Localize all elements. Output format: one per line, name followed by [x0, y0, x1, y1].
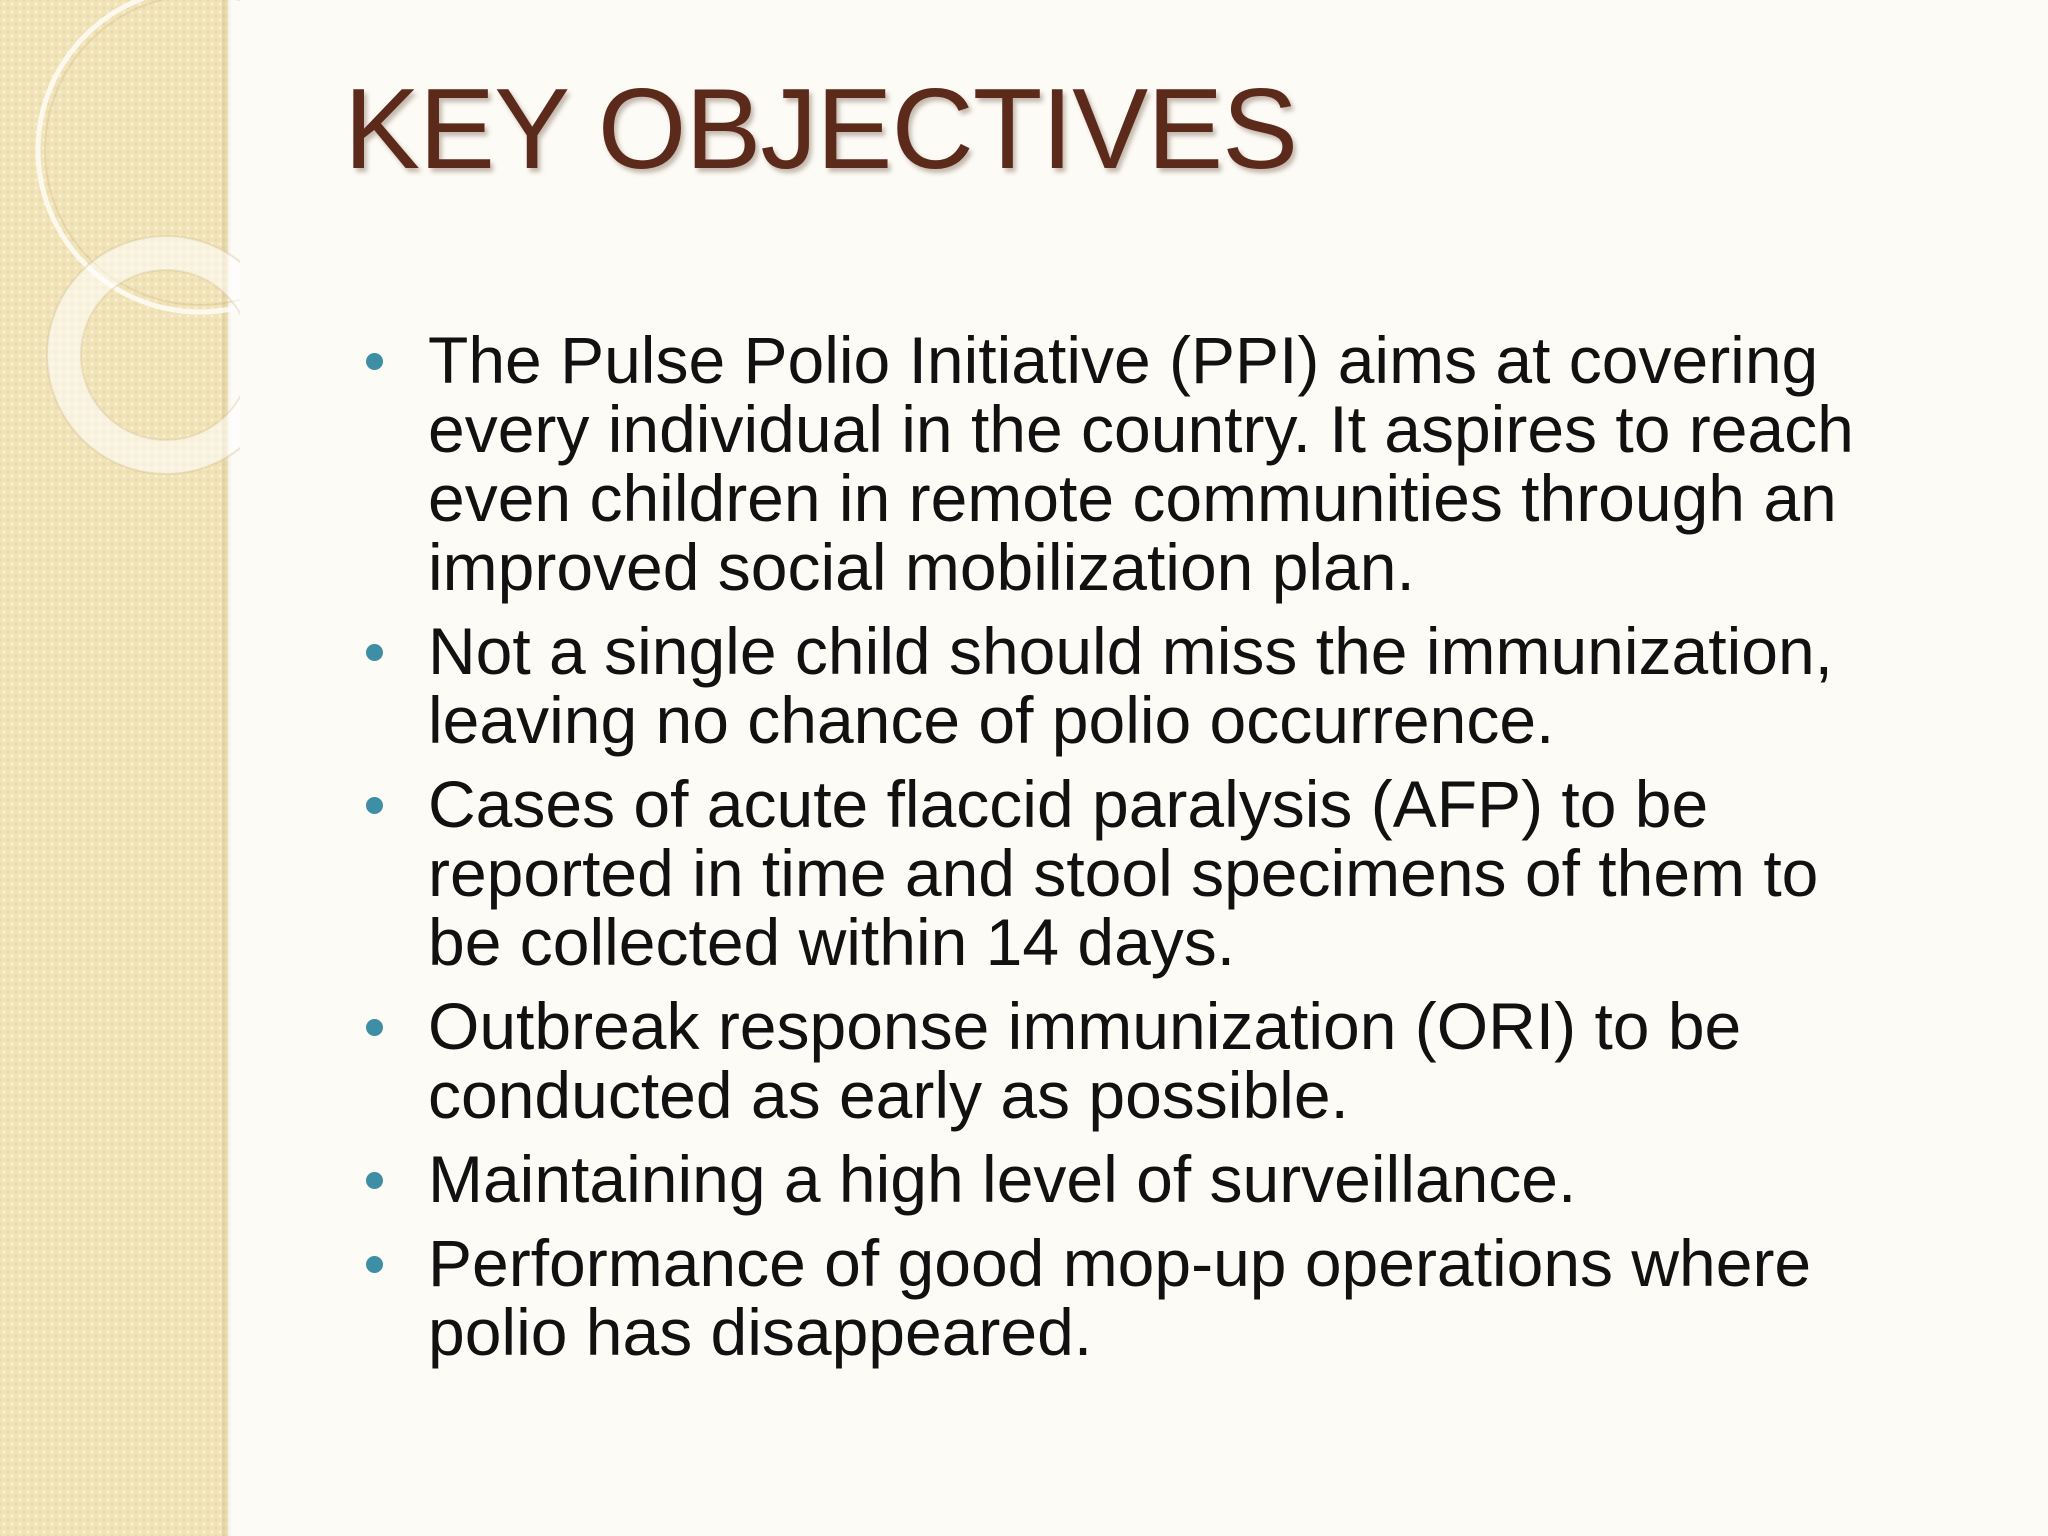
bullet-dot-icon	[366, 1256, 383, 1273]
bullet-text-line: polio has disappeared.	[428, 1295, 1093, 1369]
bullet-text-line: improved social mobilization plan.	[428, 530, 1415, 604]
bullet-dot-icon	[366, 353, 383, 370]
bullet-text-line: reported in time and stool specimens of them to	[428, 836, 1819, 910]
ring-ornament	[0, 0, 240, 520]
bullet-item	[366, 989, 2026, 1132]
bullet-item	[366, 323, 2026, 604]
bullet-text-line: conducted as early as possible.	[428, 1058, 1349, 1132]
bullet-text-line: The Pulse Polio Initiative (PPI) aims at covering	[428, 323, 1819, 397]
bullet-text-line: every individual in the country. It aspires to reach	[428, 392, 1854, 466]
bullet-text-line: Cases of acute flaccid paralysis (AFP) to be	[428, 767, 1709, 841]
bullet-text-line: be collected within 14 days.	[428, 905, 1236, 979]
bullet-dot-icon	[366, 644, 383, 661]
bullet-text-line: Maintaining a high level of surveillance.	[428, 1142, 1577, 1216]
bullet-text-line: Not a single child should miss the immunization,	[428, 614, 1833, 688]
bullet-text-line: Outbreak response immunization (ORI) to be	[428, 989, 1742, 1063]
bullet-dot-icon	[366, 797, 383, 814]
slide-title: KEY OBJECTIVES	[344, 66, 1298, 193]
bullet-item	[366, 614, 2026, 757]
bullet-text-line: leaving no chance of polio occurrence.	[428, 683, 1555, 757]
bullet-text-line: even children in remote communities through an	[428, 461, 1837, 535]
bullet-item	[366, 1226, 2026, 1369]
bullet-item	[366, 1142, 2026, 1216]
bullet-text-line: Performance of good mop-up operations where	[428, 1226, 1812, 1300]
bullet-dot-icon	[366, 1172, 383, 1189]
bullet-dot-icon	[366, 1019, 383, 1036]
bullet-item	[366, 767, 2026, 979]
bullet-list	[366, 323, 2026, 1382]
